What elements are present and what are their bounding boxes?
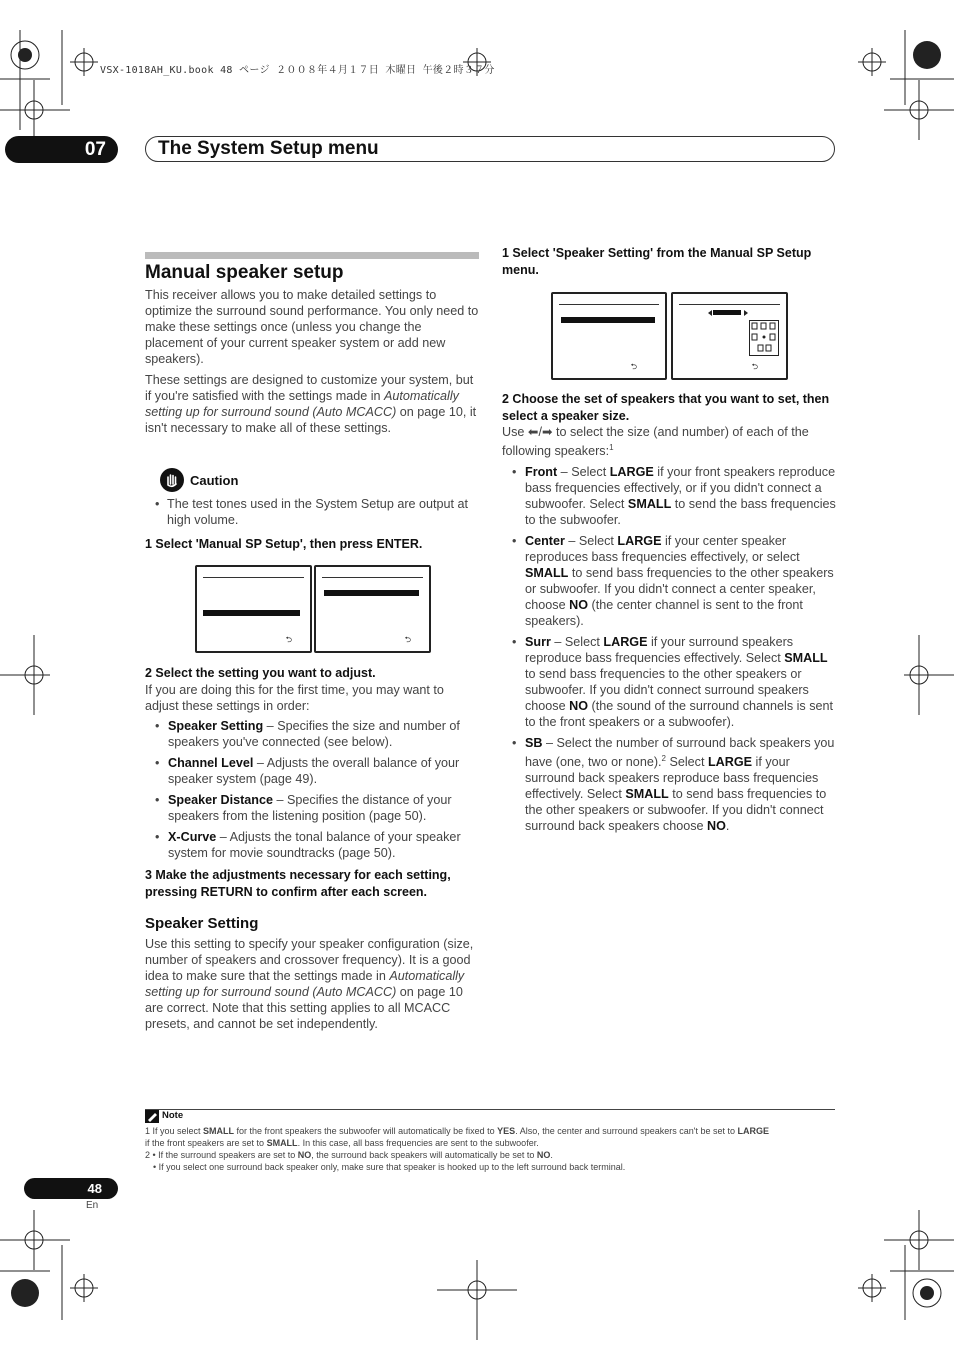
osd-highlight-bar — [203, 610, 300, 616]
left-right-arrow-icon — [708, 308, 748, 318]
note-line-2: if the front speakers are set to SMALL. In this case, all bass frequencies are sent to the subwoofer. — [145, 1138, 539, 1148]
return-icon: ⮌ — [630, 362, 637, 371]
print-header: VSX-1018AH_KU.book 48 ページ ２００８年４月１７日 木曜日 午後２時３７分 — [100, 65, 495, 76]
speaker-setting-heading: Speaker Setting — [145, 915, 259, 932]
chapter-number-tab: 07 — [5, 136, 118, 163]
return-icon: ⮌ — [285, 635, 292, 644]
speaker-setting-paragraph: Use this setting to specify your speaker configuration (size, number of speakers and crossover frequency). It is a good idea to make sure that the settings made in Automatically setting up for surround sound (Auto MCACC) on page 10 are correct. Note that this setting applies to all MCACC presets, and cannot be set independently. — [145, 937, 474, 1031]
section-title: Manual speaker setup — [145, 262, 344, 283]
speaker-layout-icon — [749, 320, 779, 356]
osd-screen-speaker-setting — [671, 292, 788, 380]
note-line-1: 1 If you select SMALL for the front speakers the subwoofer will automatically be fixed to YES. Also, the center and surround speakers can't be set to LARGE — [145, 1126, 770, 1136]
intro-paragraph-2: These settings are designed to customize your system, but if you're satisfied with the settings made in Automatically setting up for surround sound (Auto MCACC) on page 10, it isn't necessary to make all of these settings. — [145, 373, 477, 435]
caution-bullet: • The test tones used in the System Setup are output at high volume. — [155, 496, 479, 528]
note-line-3: 2 • If the surround speakers are set to NO, the surround back speakers will automatically be set to NO. — [145, 1150, 553, 1160]
list-item-surr: • Surr – Select LARGE if your surround speakers reproduce bass frequencies effectively. Select SMALL to send bass frequencies to the other speakers or subwoofer. If you didn't connect surround speakers choose NO (the sound of the surround channels is sent to the front speakers or a subwoofer). — [512, 635, 834, 729]
return-icon: ⮌ — [404, 635, 411, 644]
left-step-2-text: If you are doing this for the first time, you may want to adjust these settings in order: — [145, 683, 444, 713]
left-step-3: 3 Make the adjustments necessary for each setting, pressing RETURN to confirm after each screen. — [145, 868, 451, 899]
caution-label: Caution — [190, 473, 239, 488]
osd-highlight-bar — [561, 317, 655, 323]
left-step-2: 2 Select the setting you want to adjust. — [145, 666, 376, 680]
return-icon: ⮌ — [751, 362, 758, 371]
page-number: 48 — [24, 1178, 118, 1199]
intro-paragraph-1: This receiver allows you to make detailed settings to optimize the surround sound performance. You only need to make these settings once (unless you change the placement of your current speaker system or add new speakers). — [145, 288, 479, 366]
speakers-list — [512, 464, 836, 834]
list-item: • X-Curve – Adjusts the tonal balance of your speaker system for movie soundtracks (page 50). — [155, 830, 461, 860]
list-item: • Speaker Setting – Specifies the size and number of speakers you've connected (see below). — [155, 719, 460, 749]
note-body — [145, 1125, 840, 1173]
caution-text: The test tones used in the System Setup are output at high volume. — [167, 497, 469, 527]
osd-screen-manual-sp-setup — [314, 565, 431, 653]
section-rule — [145, 252, 479, 259]
settings-list — [155, 718, 479, 861]
list-item-center: • Center – Select LARGE if your center speaker reproduces bass frequencies effectively, or select SMALL to send bass frequencies to the other speakers or subwoofer. If you didn't connect a center speaker, choose NO (the center channel is sent to the front speakers). — [512, 534, 834, 628]
note-rule — [145, 1109, 835, 1110]
chapter-title: The System Setup menu — [158, 138, 379, 159]
caution-hand-icon — [160, 468, 184, 492]
note-pencil-icon — [145, 1110, 159, 1123]
page-language: En — [86, 1200, 99, 1211]
list-item-sb: • SB – Select the number of surround back speakers you have (one, two or none).$^2$ Select LARGE if your surround back speakers reproduce bass frequencies effectively. Select SMALL to send bass frequencies to the other speakers or subwoofer. If you didn't connect surround back speakers choose NO. — [512, 736, 835, 834]
right-step-2-text: Use ⬅/➡ to select the size (and number) of each of the following speakers:$^1$ — [502, 425, 809, 459]
osd-screen-system-setup — [195, 565, 312, 653]
list-item: • Speaker Distance – Specifies the distance of your speakers from the listening position (page 50). — [155, 793, 452, 823]
left-step-1: 1 Select 'Manual SP Setup', then press ENTER. — [145, 537, 423, 551]
note-label: Note — [162, 1110, 184, 1121]
list-item: • Channel Level – Adjusts the overall balance of your speaker system (page 49). — [155, 756, 460, 786]
osd-highlight-bar — [324, 590, 419, 596]
right-step-2: 2 Choose the set of speakers that you want to set, then select a speaker size. — [502, 392, 830, 423]
right-step-1: 1 Select 'Speaker Setting' from the Manual SP Setup menu. — [502, 246, 812, 277]
osd-screen-manual-sp-setup-2 — [551, 292, 667, 380]
list-item-front: • Front – Select LARGE if your front speakers reproduce bass frequencies effectively, or if you didn't connect a subwoofer. Select SMALL to send the bass frequencies to the subwoofer. — [512, 465, 836, 527]
note-line-4: • If you select one surround back speaker only, make sure that speaker is hooked up to the left surround back terminal. — [153, 1162, 626, 1172]
